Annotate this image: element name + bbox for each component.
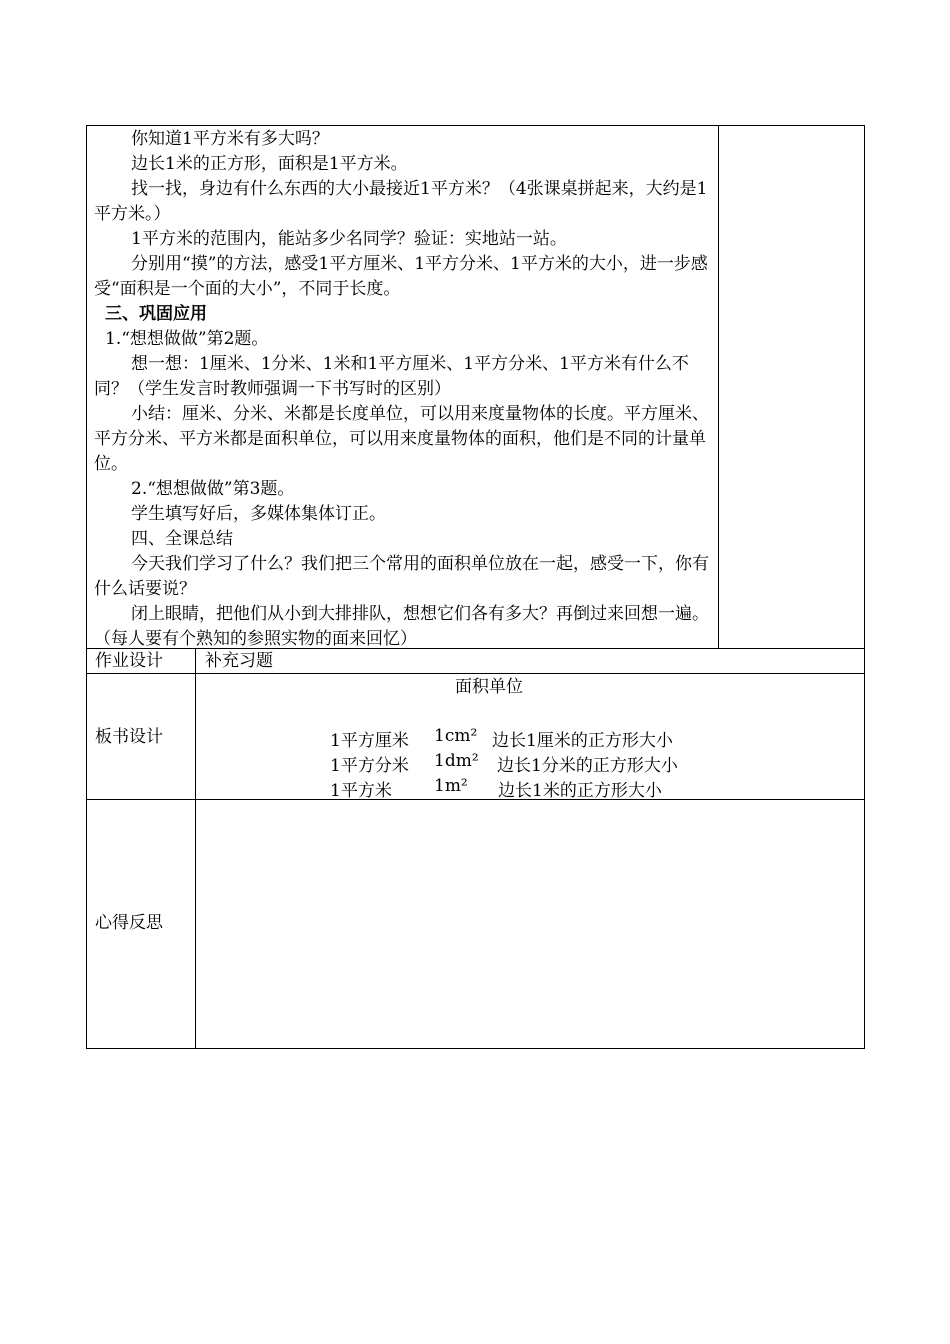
section-heading: 四、全课总结 xyxy=(131,529,233,549)
board-unit-symbol: 1cm² xyxy=(434,726,478,746)
section-heading: 三、巩固应用 xyxy=(105,304,207,324)
lesson-paragraph: 今天我们学习了什么？我们把三个常用的面积单位放在一起，感受一下，你有什么话要说？ xyxy=(94,554,709,599)
board-unit-symbol: 1dm² xyxy=(434,751,479,771)
table-border-right xyxy=(864,125,865,1049)
board-unit-desc: 边长1分米的正方形大小 xyxy=(497,756,678,776)
board-unit-desc: 边长1厘米的正方形大小 xyxy=(492,731,673,751)
homework-label: 作业设计 xyxy=(95,651,163,671)
homework-value: 补充习题 xyxy=(205,651,273,671)
reflection-label: 心得反思 xyxy=(95,913,163,933)
table-border-top xyxy=(86,125,865,126)
table-border-bottom xyxy=(86,1048,865,1049)
lesson-paragraph: 边长1米的正方形，面积是1平方米。 xyxy=(131,154,408,174)
board-unit-name: 1平方厘米 xyxy=(330,731,409,751)
board-unit-name: 1平方分米 xyxy=(330,756,409,776)
lesson-paragraph: 1.“想想做做”第2题。 xyxy=(105,329,269,349)
board-unit-desc: 边长1米的正方形大小 xyxy=(498,781,662,801)
row-divider-reflection-top xyxy=(86,799,865,800)
lesson-paragraph: 你知道1平方米有多大吗？ xyxy=(131,129,329,149)
lesson-paragraph: 找一找，身边有什么东西的大小最接近1平方米？（4张课桌拼起来，大约是1平方米。） xyxy=(94,179,708,224)
notes-column-divider xyxy=(718,125,719,648)
label-column-divider xyxy=(195,648,196,1049)
board-label: 板书设计 xyxy=(95,727,163,747)
board-unit-symbol: 1m² xyxy=(434,776,468,796)
board-unit-name: 1平方米 xyxy=(330,781,392,801)
lesson-paragraph: 学生填写好后，多媒体集体订正。 xyxy=(131,504,386,524)
lesson-paragraph: 2.“想想做做”第3题。 xyxy=(131,479,295,499)
lesson-paragraph: 小结：厘米、分米、米都是长度单位，可以用来度量物体的长度。平方厘米、平方分米、平方米都是面积单位，可以用来度量物体的面积，他们是不同的计量单位。 xyxy=(94,404,709,474)
board-title: 面积单位 xyxy=(455,677,523,697)
row-divider-board-top xyxy=(86,673,865,674)
table-border-left xyxy=(86,125,87,1049)
lesson-paragraph: 想一想：1厘米、1分米、1米和1平方厘米、1平方分米、1平方米有什么不同？（学生发言时教师强调一下书写时的区别） xyxy=(94,354,689,399)
lesson-paragraph: 闭上眼睛，把他们从小到大排排队，想想它们各有多大？再倒过来回想一遍。（每人要有个熟知的参照实物的面来回忆） xyxy=(94,604,709,649)
lesson-paragraph: 分别用“摸”的方法，感受1平方厘米、1平方分米、1平方米的大小，进一步感受“面积是一个面的大小”，不同于长度。 xyxy=(94,254,708,299)
lesson-paragraph: 1平方米的范围内，能站多少名同学？验证：实地站一站。 xyxy=(131,229,567,249)
